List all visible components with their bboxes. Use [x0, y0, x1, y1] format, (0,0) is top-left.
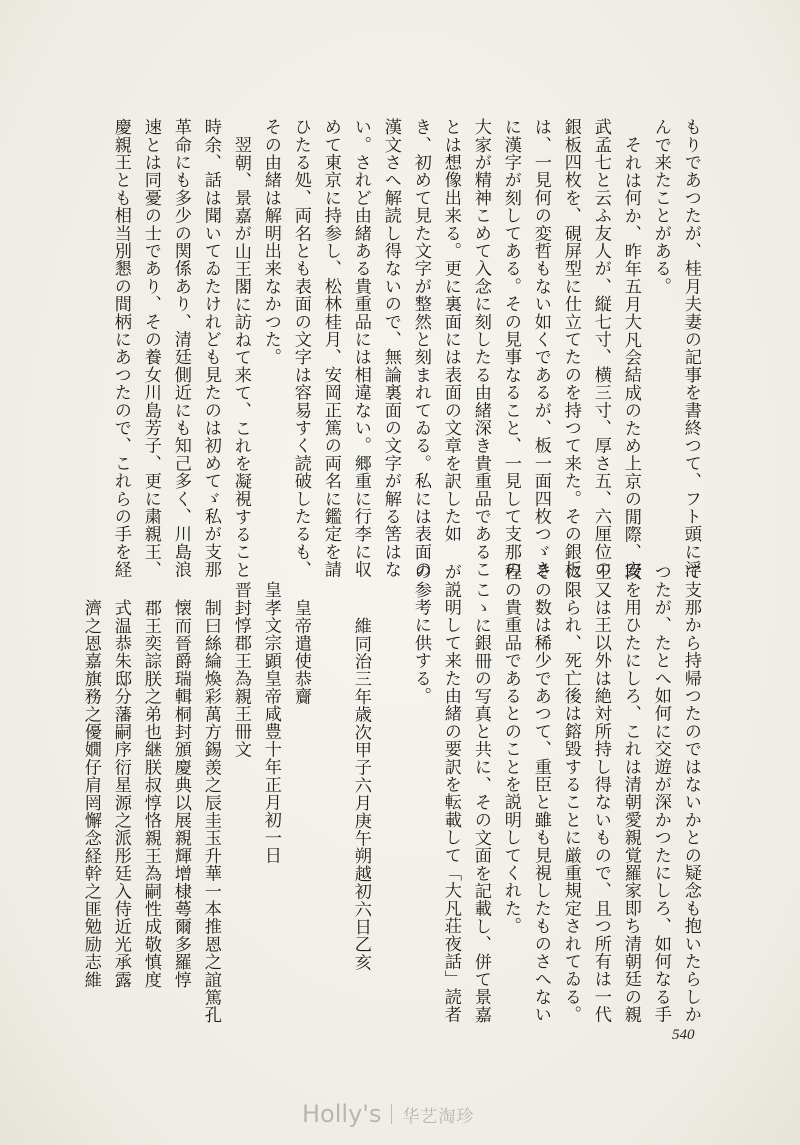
text-column-top-17: 時余、話は聞いてゐたけれども見たのは初めてゞ私が支那: [200, 118, 221, 579]
document-body-line-5: 濟之恩嘉旗務之優嫺仔肩罔懈念経幹之匪勉励志維: [80, 599, 101, 989]
text-column-top-19: 速とは同憂の士であり、その養女川島芳子、更に粛親王、: [140, 118, 161, 579]
text-column-bottom-4: 王又は王以外は絶対所持し得ないもので、且つ所有は一代: [590, 563, 611, 1024]
page-number: 540: [672, 1027, 695, 1043]
text-column-top-2: んで来たことがある。: [650, 118, 671, 295]
watermark-brand-cjk: 华艺淘珍: [402, 1106, 475, 1127]
text-column-top-8: 大家が精神こめて入念に刻したる由緒深き貴重品であるこ: [470, 118, 491, 579]
text-column-top-15: その由緒は解明出来なかつた。: [260, 118, 281, 366]
text-column-bottom-5: に限られ、死亡後は鎔毀することに厳重規定されてゐる。: [560, 563, 581, 1024]
text-column-top-4: 武孟七と云ふ友人が、縦七寸、横三寸、厚さ五、六厘位の: [590, 118, 611, 579]
text-column-top-16: 翌朝、景嘉が山王閣に訪ねて来て、これを凝視すること: [230, 136, 251, 579]
document-heading-line: 皇帝遣使恭齎: [290, 599, 311, 706]
text-column-bottom-10: の参考に供する。: [410, 563, 431, 705]
text-column-top-10: き、初めて見た文字が整然と刻まれてゐる。私には表面の: [410, 118, 431, 579]
text-column-top-13: めて東京に持参し、松林桂月、安岡正篤の両名に鑑定を請: [320, 118, 341, 579]
text-column-top-14: ひたる処、両名とも表面の文字は容易すく読破したるも、: [290, 118, 311, 579]
text-column-top-9: とは想像出来る。更に裏面には表面の文章を訳した如: [440, 118, 461, 543]
text-column-top-18: 革命にも多少の関係あり、清廷側近にも知己多く、川島浪: [170, 118, 191, 579]
text-column-bottom-6: その数は稀少であつて、重臣と雖も見視したものさへない: [530, 563, 551, 1024]
text-column-bottom-2: つたが、たとへ如何に交遊が深かつたにしろ、如何なる手: [650, 563, 671, 1024]
text-column-bottom-8: こゝに銀冊の写真と共に、その文面を記載し、併て景嘉: [470, 581, 491, 1024]
watermark-divider: [391, 1104, 392, 1124]
text-column-bottom-1: て支那から持帰つたのではないかとの疑念も抱いたらしか: [680, 563, 701, 1024]
document-body-line-2: 懐而晉爵瑞輯桐封頒慶典以展親輝增棣蕚爾多羅惇: [170, 599, 191, 989]
document-reference-line: 皇孝文宗顕皇帝咸豊十年正月初一日: [260, 581, 281, 865]
text-column-top-11: 漢文さへ解読し得ないので、無論裏面の文字が解る筈はな: [380, 118, 401, 579]
document-body-line-3: 郡王奕誴朕之弟也継朕叔惇恪親王為嗣性成敬慎度: [140, 599, 161, 989]
text-column-top-3: それは何か、昨年五月大凡会結成のため上京の閒際、安: [620, 136, 641, 579]
document-title-line: 晋封惇郡王為親王冊文: [230, 581, 251, 758]
text-column-top-6: は、一見何の変哲もない如くであるが、板一面四枚つゞき: [530, 118, 551, 579]
text-column-top-1: もりであつたが、桂月夫妻の記事を書終つて、フト頭に浮: [680, 118, 701, 579]
watermark: [302, 1094, 542, 1134]
text-column-top-7: に漢字が刻してある。その見事なること、一見して支那の: [500, 118, 521, 579]
text-column-bottom-9: が説明して来た由緒の要訳を転載して「大凡荘夜話」読者: [440, 563, 461, 1024]
text-column-top-12: い。されど由緒ある貴重品には相違ない。郷重に行李に収: [350, 118, 371, 579]
text-column-bottom-7: 程の貴重品であるとのことを説明してくれた。: [500, 563, 521, 935]
text-column-top-5: 銀板四枚を、硯屏型に仕立てたのを持つて来た。その銀板: [560, 118, 581, 579]
watermark-brand: Holly's: [302, 1100, 382, 1128]
document-body-line-1: 制曰絲綸煥彩萬方錫羡之辰圭玉升華一本推恩之誼篤孔: [200, 599, 221, 1024]
text-column-top-20: 慶親王とも相当別懇の間柄にあつたので、これらの手を経: [110, 118, 131, 579]
text-column-bottom-3: 段を用ひたにしろ、これは清朝愛親覚羅家即ち清朝廷の親: [620, 563, 641, 1024]
document-date-line: 維同治三年歳次甲子六月庚午朔越初六日乙亥: [350, 617, 371, 971]
document-body-line-4: 式温恭朱邸分藩嗣序衍星源之派彤廷入侍近光承露: [110, 599, 131, 989]
